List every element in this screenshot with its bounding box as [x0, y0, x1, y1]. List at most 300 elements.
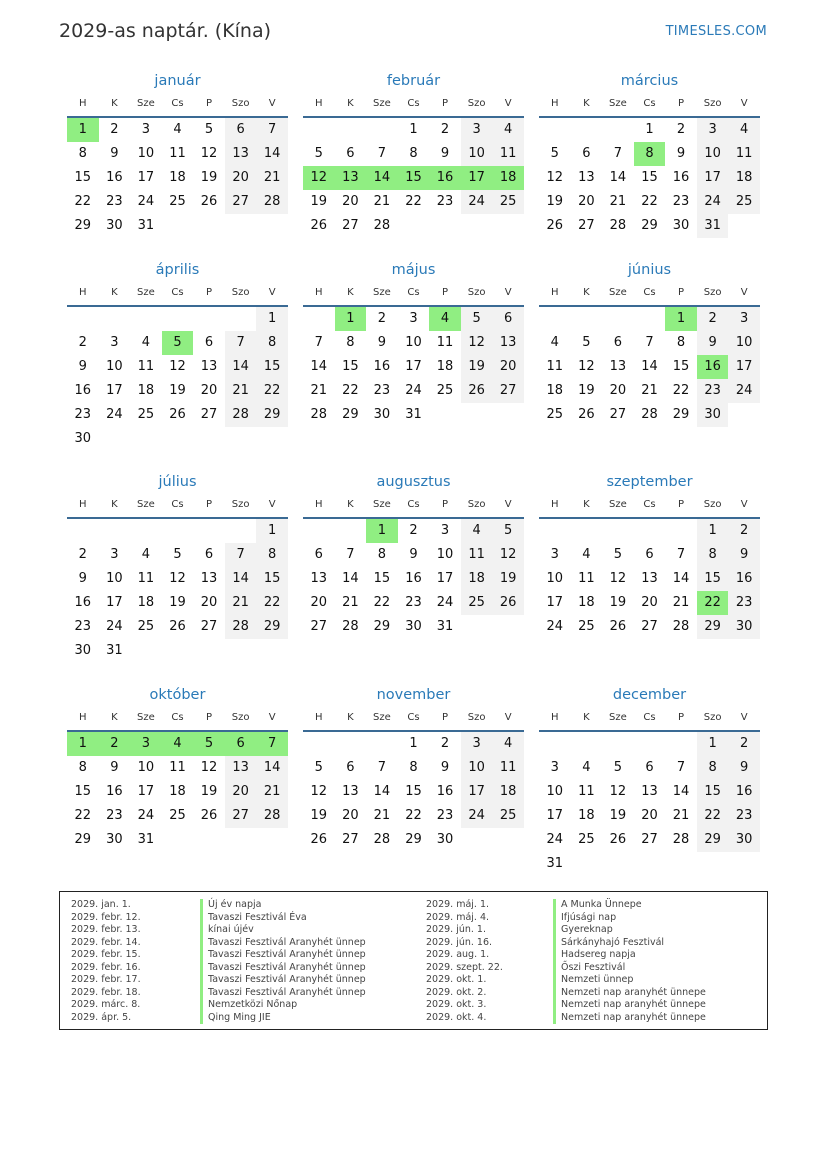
weekday-label: V [268, 287, 276, 298]
weekday-label: Sze [373, 98, 391, 109]
day-cell: 14 [342, 571, 359, 586]
day-cell: 10 [436, 547, 454, 562]
day-cell: 17 [546, 595, 564, 610]
day-cell: 29 [672, 407, 690, 422]
day-cell: 5 [472, 311, 481, 326]
day-cell: 16 [106, 784, 123, 799]
day-cell: 18 [578, 808, 595, 823]
day-cell: 26 [200, 808, 218, 823]
day-cell: 3 [472, 122, 481, 137]
weekday-label: P [678, 98, 685, 109]
weekday-header [67, 98, 288, 116]
day-cell: 14 [609, 170, 627, 185]
month-7 [67, 474, 288, 669]
day-cell: 23 [373, 383, 391, 398]
day-cell: 9 [708, 335, 717, 350]
weekday-header [67, 712, 288, 730]
day-cell: 16 [405, 571, 422, 586]
day-cell: 13 [232, 146, 249, 161]
day-cell: 22 [342, 383, 359, 398]
day-cell: 14 [263, 760, 281, 775]
weekday-label: Cs [643, 712, 656, 723]
day-cell: 21 [672, 595, 690, 610]
holiday-day-cell: 1 [67, 118, 99, 142]
day-cell: 5 [582, 335, 591, 350]
day-cell: 20 [310, 595, 328, 610]
day-cell: 23 [74, 407, 92, 422]
legend-holiday-name: Gyereknap [553, 924, 613, 937]
day-cell: 23 [735, 808, 753, 823]
day-cell: 20 [342, 194, 359, 209]
day-cell: 12 [499, 547, 517, 562]
holiday-day-cell: 18 [492, 166, 524, 190]
day-cell: 27 [641, 619, 658, 634]
day-cell: 4 [504, 736, 513, 751]
day-cell: 22 [74, 808, 92, 823]
weekday-label: P [678, 287, 685, 298]
day-cell: 4 [740, 122, 749, 137]
day-cell: 21 [342, 595, 359, 610]
day-cell: 2 [78, 335, 87, 350]
day-cell: 24 [546, 619, 564, 634]
day-cell: 8 [346, 335, 355, 350]
legend-holiday-name: Tavaszi Fesztivál Aranyhét ünnep [200, 962, 366, 975]
day-cell: 3 [440, 523, 450, 538]
weekday-label: P [206, 499, 213, 510]
day-cell: 1 [268, 311, 277, 326]
day-cell: 24 [735, 383, 753, 398]
month-4 [67, 262, 288, 457]
day-cell: 19 [310, 194, 328, 209]
legend-date: 2029. okt. 3. [426, 999, 487, 1010]
day-cell: 13 [641, 784, 658, 799]
day-cell: 10 [704, 146, 721, 161]
day-cell: 27 [342, 218, 359, 233]
day-cell: 18 [169, 170, 186, 185]
holiday-day-cell: 4 [429, 307, 461, 331]
weekday-label: K [111, 499, 118, 510]
day-cell: 2 [740, 736, 749, 751]
weekday-label: K [583, 712, 590, 723]
day-cell: 10 [106, 571, 123, 586]
day-cell: 14 [672, 784, 690, 799]
weekday-label: H [315, 712, 323, 723]
holiday-day-cell: 3 [130, 732, 162, 756]
day-cell: 16 [106, 170, 123, 185]
weekday-header [303, 712, 524, 730]
weekday-label: H [79, 499, 87, 510]
weekday-header [539, 287, 760, 305]
day-cell: 6 [645, 760, 654, 775]
weekday-label: V [504, 499, 512, 510]
day-cell: 26 [499, 595, 517, 610]
month-2 [303, 73, 524, 268]
day-cell: 26 [169, 619, 186, 634]
day-cell: 26 [609, 832, 627, 847]
day-cell: 19 [169, 595, 186, 610]
day-cell: 6 [236, 122, 245, 137]
day-cell: 5 [550, 146, 559, 161]
day-cell: 9 [78, 571, 87, 586]
day-cell: 17 [546, 808, 564, 823]
day-cell: 11 [546, 359, 564, 374]
day-cell: 28 [342, 619, 359, 634]
day-cell: 25 [499, 194, 517, 209]
weekday-label: V [504, 287, 512, 298]
legend-date: 2029. febr. 18. [71, 986, 141, 998]
day-cell: 3 [110, 335, 119, 350]
day-cell: 20 [232, 170, 249, 185]
day-cell: 18 [137, 383, 155, 398]
day-cell: 12 [546, 170, 564, 185]
day-cell: 9 [78, 359, 87, 374]
day-cell: 18 [436, 359, 454, 374]
day-cell: 17 [405, 359, 422, 374]
weekday-label: Cs [171, 98, 184, 109]
day-cell: 11 [169, 760, 186, 775]
weekday-label: Sze [609, 98, 627, 109]
day-cell: 24 [704, 194, 721, 209]
day-cell: 29 [641, 218, 658, 233]
day-cell: 24 [137, 808, 155, 823]
day-cell: 3 [550, 760, 559, 775]
weekday-label: K [583, 98, 590, 109]
weekday-header [539, 98, 760, 116]
day-cell: 2 [708, 311, 717, 326]
day-cell: 28 [232, 619, 249, 634]
legend-holiday-name: Tavaszi Fesztivál Éva [200, 912, 307, 925]
day-cell: 18 [137, 595, 155, 610]
legend-holiday-name: A Munka Ünnepe [553, 899, 642, 912]
day-cell: 13 [232, 760, 249, 775]
day-cell: 28 [232, 407, 249, 422]
weekday-label: K [347, 98, 354, 109]
weekday-label: Sze [609, 287, 627, 298]
holiday-day-cell: 17 [461, 166, 493, 190]
day-cell: 15 [373, 571, 391, 586]
holiday-day-cell: 2 [99, 732, 131, 756]
day-cell: 22 [74, 194, 92, 209]
day-cell: 15 [263, 359, 281, 374]
day-cell: 16 [373, 359, 391, 374]
day-cell: 21 [609, 194, 627, 209]
day-cell: 7 [314, 335, 323, 350]
day-cell: 21 [232, 383, 249, 398]
legend-date: 2029. máj. 4. [426, 911, 490, 923]
weekday-label: H [315, 499, 323, 510]
day-cell: 11 [499, 146, 517, 161]
day-cell: 19 [609, 808, 627, 823]
day-cell: 26 [169, 407, 186, 422]
weekday-label: Szo [467, 98, 486, 109]
day-cell: 7 [346, 547, 355, 562]
month-12 [539, 687, 760, 882]
day-cell: 22 [263, 595, 281, 610]
weekday-label: P [678, 712, 685, 723]
day-cell: 30 [74, 431, 92, 446]
day-cell: 11 [735, 146, 753, 161]
day-cell: 15 [704, 784, 721, 799]
weekday-label: V [268, 712, 276, 723]
day-cell: 28 [310, 407, 328, 422]
month-5 [303, 262, 524, 457]
legend-holiday-name: Tavaszi Fesztivál Aranyhét ünnep [200, 949, 366, 962]
weekday-label: H [551, 287, 559, 298]
day-cell: 19 [468, 359, 485, 374]
day-cell: 20 [641, 595, 658, 610]
weekday-label: Cs [407, 98, 420, 109]
day-cell: 1 [409, 122, 418, 137]
weekday-label: Szo [231, 287, 250, 298]
month-name: augusztus [376, 474, 451, 490]
day-cell: 6 [613, 335, 623, 350]
day-cell: 8 [409, 760, 418, 775]
month-name: április [155, 262, 200, 278]
day-cell: 4 [504, 122, 513, 137]
day-cell: 11 [137, 359, 155, 374]
weekday-label: Cs [171, 287, 184, 298]
legend-date: 2029. jún. 16. [426, 936, 493, 948]
day-cell: 24 [106, 407, 123, 422]
legend-date: 2029. febr. 12. [71, 911, 141, 923]
day-cell: 2 [740, 523, 749, 538]
weekday-label: Szo [703, 499, 722, 510]
day-cell: 5 [173, 547, 182, 562]
day-cell: 30 [106, 832, 123, 847]
month-name: január [154, 73, 201, 89]
weekday-label: H [315, 98, 323, 109]
day-cell: 25 [137, 619, 155, 634]
day-cell: 17 [468, 784, 485, 799]
holiday-day-cell: 4 [162, 732, 194, 756]
weekday-label: K [111, 98, 118, 109]
day-cell: 13 [499, 335, 517, 350]
day-cell: 21 [672, 808, 690, 823]
day-cell: 29 [74, 832, 92, 847]
weekday-label: P [442, 499, 449, 510]
day-cell: 3 [740, 311, 749, 326]
day-cell: 31 [704, 218, 721, 233]
weekday-header [303, 499, 524, 517]
day-cell: 17 [137, 784, 155, 799]
day-cell: 27 [232, 808, 249, 823]
holiday-day-cell: 6 [225, 732, 257, 756]
day-cell: 8 [377, 547, 387, 562]
day-cell: 23 [436, 808, 454, 823]
day-cell: 28 [373, 218, 391, 233]
day-cell: 9 [676, 146, 686, 161]
day-cell: 25 [169, 808, 186, 823]
day-cell: 2 [676, 122, 686, 137]
day-cell: 19 [200, 784, 218, 799]
legend-date: 2029. jún. 1. [426, 924, 487, 935]
weekday-label: K [111, 287, 118, 298]
day-cell: 20 [342, 808, 359, 823]
day-cell: 4 [141, 547, 151, 562]
day-cell: 10 [468, 760, 485, 775]
legend-holiday-name: Őszi Fesztivál [553, 962, 625, 975]
day-cell: 19 [200, 170, 218, 185]
day-cell: 4 [550, 335, 559, 350]
day-cell: 21 [310, 383, 328, 398]
day-cell: 2 [409, 523, 418, 538]
day-cell: 15 [74, 170, 92, 185]
day-cell: 27 [578, 218, 595, 233]
legend-holiday-name: Nemzeti nap aranyhét ünnepe [553, 987, 706, 1000]
day-cell: 23 [106, 194, 123, 209]
day-cell: 6 [204, 547, 214, 562]
day-cell: 2 [78, 547, 87, 562]
day-cell: 20 [232, 784, 249, 799]
day-cell: 22 [704, 808, 721, 823]
day-cell: 22 [641, 194, 658, 209]
legend-date: 2029. okt. 1. [426, 974, 487, 985]
day-cell: 31 [137, 218, 155, 233]
day-cell: 3 [472, 736, 481, 751]
month-3 [539, 73, 760, 268]
legend-holiday-name: Tavaszi Fesztivál Aranyhét ünnep [200, 974, 366, 987]
day-cell: 25 [468, 595, 485, 610]
weekday-label: H [315, 287, 323, 298]
day-cell: 26 [310, 832, 328, 847]
holiday-day-cell: 13 [335, 166, 367, 190]
day-cell: 24 [468, 194, 485, 209]
day-cell: 4 [173, 122, 182, 137]
site-logo[interactable]: TIMESLES.COM [665, 24, 767, 39]
day-cell: 12 [200, 760, 218, 775]
weekday-label: V [740, 287, 748, 298]
day-cell: 6 [504, 311, 513, 326]
day-cell: 5 [613, 547, 623, 562]
day-cell: 18 [169, 784, 186, 799]
weekday-label: Szo [467, 712, 486, 723]
day-cell: 27 [499, 383, 517, 398]
day-cell: 22 [263, 383, 281, 398]
day-cell: 14 [310, 359, 328, 374]
day-cell: 8 [708, 547, 717, 562]
day-cell: 13 [310, 571, 328, 586]
day-cell: 6 [314, 547, 323, 562]
holiday-day-cell: 5 [193, 732, 225, 756]
legend-holiday-name: Tavaszi Fesztivál Aranyhét ünnep [200, 937, 366, 950]
day-cell: 30 [74, 643, 92, 658]
holiday-day-cell: 1 [335, 307, 367, 331]
day-cell: 12 [609, 784, 627, 799]
day-cell: 27 [200, 619, 218, 634]
day-cell: 21 [373, 194, 391, 209]
day-cell: 17 [106, 383, 123, 398]
day-cell: 29 [74, 218, 92, 233]
day-cell: 25 [735, 194, 753, 209]
day-cell: 24 [106, 619, 123, 634]
day-cell: 27 [609, 407, 627, 422]
weekday-label: H [551, 712, 559, 723]
day-cell: 9 [740, 760, 749, 775]
day-cell: 21 [263, 784, 281, 799]
legend-date: 2029. szept. 22. [426, 961, 503, 973]
legend-date: 2029. jan. 1. [71, 899, 131, 910]
weekday-header [539, 499, 760, 517]
day-cell: 27 [200, 407, 218, 422]
day-cell: 31 [106, 643, 123, 658]
day-cell: 7 [645, 335, 654, 350]
legend-holiday-name: Nemzeti nap aranyhét ünnepe [553, 999, 706, 1012]
weekday-label: Szo [703, 287, 722, 298]
day-cell: 16 [74, 383, 92, 398]
month-name: december [612, 687, 687, 703]
day-cell: 23 [436, 194, 454, 209]
legend-holiday-name: Nemzeti nap aranyhét ünnepe [553, 1012, 706, 1025]
day-cell: 18 [499, 784, 517, 799]
weekday-label: Sze [137, 98, 155, 109]
day-cell: 9 [377, 335, 387, 350]
day-cell: 13 [200, 571, 218, 586]
weekday-label: Sze [137, 499, 155, 510]
weekday-label: Sze [137, 287, 155, 298]
day-cell: 9 [110, 146, 119, 161]
day-cell: 11 [578, 784, 595, 799]
day-cell: 14 [672, 571, 690, 586]
weekday-label: Szo [703, 712, 722, 723]
weekday-label: K [583, 499, 590, 510]
day-cell: 1 [708, 736, 717, 751]
day-cell: 8 [78, 760, 87, 775]
day-cell: 9 [409, 547, 418, 562]
day-cell: 25 [578, 619, 595, 634]
day-cell: 17 [137, 170, 155, 185]
day-cell: 5 [314, 760, 323, 775]
legend-date: 2029. okt. 4. [426, 1011, 487, 1023]
day-cell: 8 [676, 335, 686, 350]
day-cell: 29 [263, 407, 281, 422]
weekday-label: Sze [373, 287, 391, 298]
day-cell: 25 [499, 808, 517, 823]
holiday-day-cell: 7 [256, 732, 288, 756]
day-cell: 15 [263, 571, 281, 586]
day-cell: 19 [609, 595, 627, 610]
day-cell: 17 [436, 571, 454, 586]
weekday-label: K [347, 712, 354, 723]
day-cell: 3 [110, 547, 119, 562]
day-cell: 27 [641, 832, 658, 847]
day-cell: 8 [708, 760, 717, 775]
day-cell: 5 [314, 146, 323, 161]
day-cell: 26 [310, 218, 328, 233]
day-cell: 23 [735, 595, 753, 610]
day-cell: 22 [672, 383, 690, 398]
day-cell: 26 [468, 383, 485, 398]
day-cell: 16 [436, 784, 454, 799]
day-cell: 27 [310, 619, 328, 634]
holiday-day-cell: 15 [398, 166, 430, 190]
month-9 [539, 474, 760, 669]
weekday-label: K [347, 499, 354, 510]
day-cell: 30 [735, 832, 753, 847]
day-cell: 30 [405, 619, 422, 634]
day-cell: 14 [232, 571, 249, 586]
weekday-label: V [504, 98, 512, 109]
day-cell: 10 [405, 335, 422, 350]
day-cell: 10 [106, 359, 123, 374]
day-cell: 30 [436, 832, 454, 847]
day-cell: 17 [735, 359, 753, 374]
day-cell: 7 [236, 547, 245, 562]
day-cell: 1 [645, 122, 654, 137]
weekday-label: Szo [467, 287, 486, 298]
day-cell: 23 [74, 619, 92, 634]
holiday-day-cell: 1 [67, 732, 99, 756]
holiday-day-cell: 22 [697, 591, 729, 615]
